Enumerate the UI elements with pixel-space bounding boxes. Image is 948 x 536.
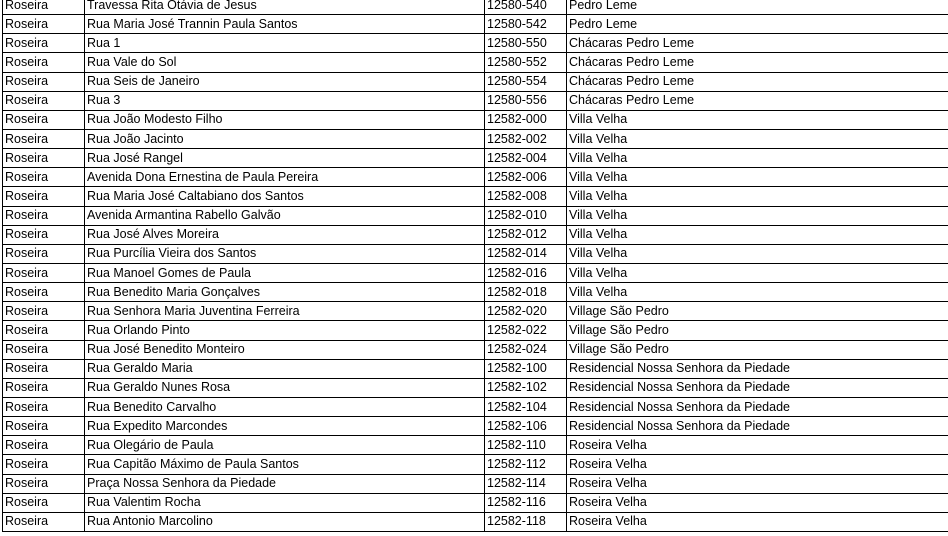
- street-cell: Rua José Benedito Monteiro: [85, 340, 485, 359]
- cep-cell: 12582-016: [485, 263, 567, 282]
- city-cell: Roseira: [3, 397, 85, 416]
- district-cell: Villa Velha: [567, 129, 948, 148]
- street-cell: Praça Nossa Senhora da Piedade: [85, 474, 485, 493]
- district-cell: Pedro Leme: [567, 15, 948, 34]
- district-cell: Chácaras Pedro Leme: [567, 53, 948, 72]
- city-cell: Roseira: [3, 34, 85, 53]
- street-cell: Rua Vale do Sol: [85, 53, 485, 72]
- table-row: [3, 187, 948, 206]
- table-row: [3, 321, 948, 340]
- table-row: [3, 168, 948, 187]
- district-cell: Residencial Nossa Senhora da Piedade: [567, 378, 948, 397]
- street-cell: Rua Geraldo Maria: [85, 359, 485, 378]
- city-cell: Roseira: [3, 149, 85, 168]
- district-cell: Chácaras Pedro Leme: [567, 91, 948, 110]
- street-cell: Rua Benedito Carvalho: [85, 397, 485, 416]
- district-cell: Village São Pedro: [567, 302, 948, 321]
- district-cell: Villa Velha: [567, 244, 948, 263]
- table-row: [3, 436, 948, 455]
- district-cell: Villa Velha: [567, 225, 948, 244]
- city-cell: Roseira: [3, 474, 85, 493]
- cep-cell: 12580-556: [485, 91, 567, 110]
- district-cell: Roseira Velha: [567, 474, 948, 493]
- city-cell: Roseira: [3, 417, 85, 436]
- street-cell: Rua João Modesto Filho: [85, 110, 485, 129]
- table-row: [3, 225, 948, 244]
- table-row: [3, 263, 948, 282]
- table-row: [3, 72, 948, 91]
- street-cell: Avenida Armantina Rabello Galvão: [85, 206, 485, 225]
- city-cell: Roseira: [3, 0, 85, 15]
- street-cell: Avenida Dona Ernestina de Paula Pereira: [85, 168, 485, 187]
- table-row: [3, 417, 948, 436]
- street-cell: Rua Purcília Vieira dos Santos: [85, 244, 485, 263]
- city-cell: Roseira: [3, 378, 85, 397]
- cep-cell: 12580-554: [485, 72, 567, 91]
- cep-cell: 12582-110: [485, 436, 567, 455]
- table-row: [3, 474, 948, 493]
- city-cell: Roseira: [3, 110, 85, 129]
- cep-cell: 12582-106: [485, 417, 567, 436]
- city-cell: Roseira: [3, 129, 85, 148]
- district-cell: Roseira Velha: [567, 436, 948, 455]
- district-cell: Roseira Velha: [567, 493, 948, 512]
- district-cell: Residencial Nossa Senhora da Piedade: [567, 359, 948, 378]
- table-row: [3, 53, 948, 72]
- cep-cell: 12582-010: [485, 206, 567, 225]
- street-cell: Rua Seis de Janeiro: [85, 72, 485, 91]
- cep-cell: 12580-550: [485, 34, 567, 53]
- district-cell: Village São Pedro: [567, 340, 948, 359]
- city-cell: Roseira: [3, 53, 85, 72]
- cep-cell: 12582-000: [485, 110, 567, 129]
- city-cell: Roseira: [3, 91, 85, 110]
- city-cell: Roseira: [3, 283, 85, 302]
- city-cell: Roseira: [3, 15, 85, 34]
- table-row: [3, 302, 948, 321]
- table-row: [3, 34, 948, 53]
- district-cell: Villa Velha: [567, 263, 948, 282]
- cep-cell: 12582-014: [485, 244, 567, 263]
- street-cell: Rua Olegário de Paula: [85, 436, 485, 455]
- city-cell: Roseira: [3, 455, 85, 474]
- street-cell: Rua Antonio Marcolino: [85, 512, 485, 531]
- city-cell: Roseira: [3, 340, 85, 359]
- table-row: [3, 15, 948, 34]
- district-cell: Residencial Nossa Senhora da Piedade: [567, 397, 948, 416]
- district-cell: Chácaras Pedro Leme: [567, 34, 948, 53]
- table-row: [3, 110, 948, 129]
- cep-cell: 12582-018: [485, 283, 567, 302]
- cep-cell: 12580-542: [485, 15, 567, 34]
- district-cell: Village São Pedro: [567, 321, 948, 340]
- city-cell: Roseira: [3, 263, 85, 282]
- cep-cell: 12580-540: [485, 0, 567, 15]
- street-cell: Rua Maria José Caltabiano dos Santos: [85, 187, 485, 206]
- table-row: [3, 149, 948, 168]
- table-row: [3, 0, 948, 15]
- city-cell: Roseira: [3, 206, 85, 225]
- city-cell: Roseira: [3, 512, 85, 531]
- cep-cell: 12580-552: [485, 53, 567, 72]
- cep-cell: 12582-024: [485, 340, 567, 359]
- city-cell: Roseira: [3, 225, 85, 244]
- district-cell: Villa Velha: [567, 187, 948, 206]
- cep-cell: 12582-002: [485, 129, 567, 148]
- cep-cell: 12582-104: [485, 397, 567, 416]
- cep-cell: 12582-100: [485, 359, 567, 378]
- city-cell: Roseira: [3, 187, 85, 206]
- table-row: [3, 206, 948, 225]
- district-cell: Chácaras Pedro Leme: [567, 72, 948, 91]
- city-cell: Roseira: [3, 302, 85, 321]
- cep-cell: 12582-006: [485, 168, 567, 187]
- address-table-body: [3, 0, 948, 531]
- cep-cell: 12582-004: [485, 149, 567, 168]
- street-cell: Rua Expedito Marcondes: [85, 417, 485, 436]
- table-row: [3, 340, 948, 359]
- city-cell: Roseira: [3, 321, 85, 340]
- street-cell: Rua Valentim Rocha: [85, 493, 485, 512]
- city-cell: Roseira: [3, 244, 85, 263]
- street-cell: Rua 1: [85, 34, 485, 53]
- cep-cell: 12582-118: [485, 512, 567, 531]
- street-cell: Rua Maria José Trannin Paula Santos: [85, 15, 485, 34]
- table-row: [3, 493, 948, 512]
- address-table: [2, 0, 948, 532]
- city-cell: Roseira: [3, 168, 85, 187]
- cep-cell: 12582-020: [485, 302, 567, 321]
- table-row: [3, 359, 948, 378]
- city-cell: Roseira: [3, 72, 85, 91]
- district-cell: Pedro Leme: [567, 0, 948, 15]
- city-cell: Roseira: [3, 359, 85, 378]
- city-cell: Roseira: [3, 436, 85, 455]
- table-row: [3, 397, 948, 416]
- street-cell: Rua Geraldo Nunes Rosa: [85, 378, 485, 397]
- street-cell: Rua Capitão Máximo de Paula Santos: [85, 455, 485, 474]
- district-cell: Villa Velha: [567, 149, 948, 168]
- table-row: [3, 512, 948, 531]
- district-cell: Villa Velha: [567, 206, 948, 225]
- street-cell: Rua 3: [85, 91, 485, 110]
- street-cell: Rua José Rangel: [85, 149, 485, 168]
- street-cell: Rua Orlando Pinto: [85, 321, 485, 340]
- street-cell: Rua Senhora Maria Juventina Ferreira: [85, 302, 485, 321]
- street-cell: Rua José Alves Moreira: [85, 225, 485, 244]
- cep-cell: 12582-116: [485, 493, 567, 512]
- city-cell: Roseira: [3, 493, 85, 512]
- cep-cell: 12582-008: [485, 187, 567, 206]
- cep-cell: 12582-112: [485, 455, 567, 474]
- district-cell: Villa Velha: [567, 110, 948, 129]
- cep-cell: 12582-012: [485, 225, 567, 244]
- street-cell: Rua Benedito Maria Gonçalves: [85, 283, 485, 302]
- cep-cell: 12582-114: [485, 474, 567, 493]
- street-cell: Rua João Jacinto: [85, 129, 485, 148]
- table-row: [3, 129, 948, 148]
- address-table-sheet: [2, 0, 948, 532]
- cep-cell: 12582-022: [485, 321, 567, 340]
- street-cell: Travessa Rita Otávia de Jesus: [85, 0, 485, 15]
- table-row: [3, 91, 948, 110]
- district-cell: Roseira Velha: [567, 455, 948, 474]
- district-cell: Villa Velha: [567, 168, 948, 187]
- table-row: [3, 283, 948, 302]
- district-cell: Residencial Nossa Senhora da Piedade: [567, 417, 948, 436]
- cep-cell: 12582-102: [485, 378, 567, 397]
- district-cell: Roseira Velha: [567, 512, 948, 531]
- street-cell: Rua Manoel Gomes de Paula: [85, 263, 485, 282]
- table-row: [3, 455, 948, 474]
- district-cell: Villa Velha: [567, 283, 948, 302]
- table-row: [3, 244, 948, 263]
- table-row: [3, 378, 948, 397]
